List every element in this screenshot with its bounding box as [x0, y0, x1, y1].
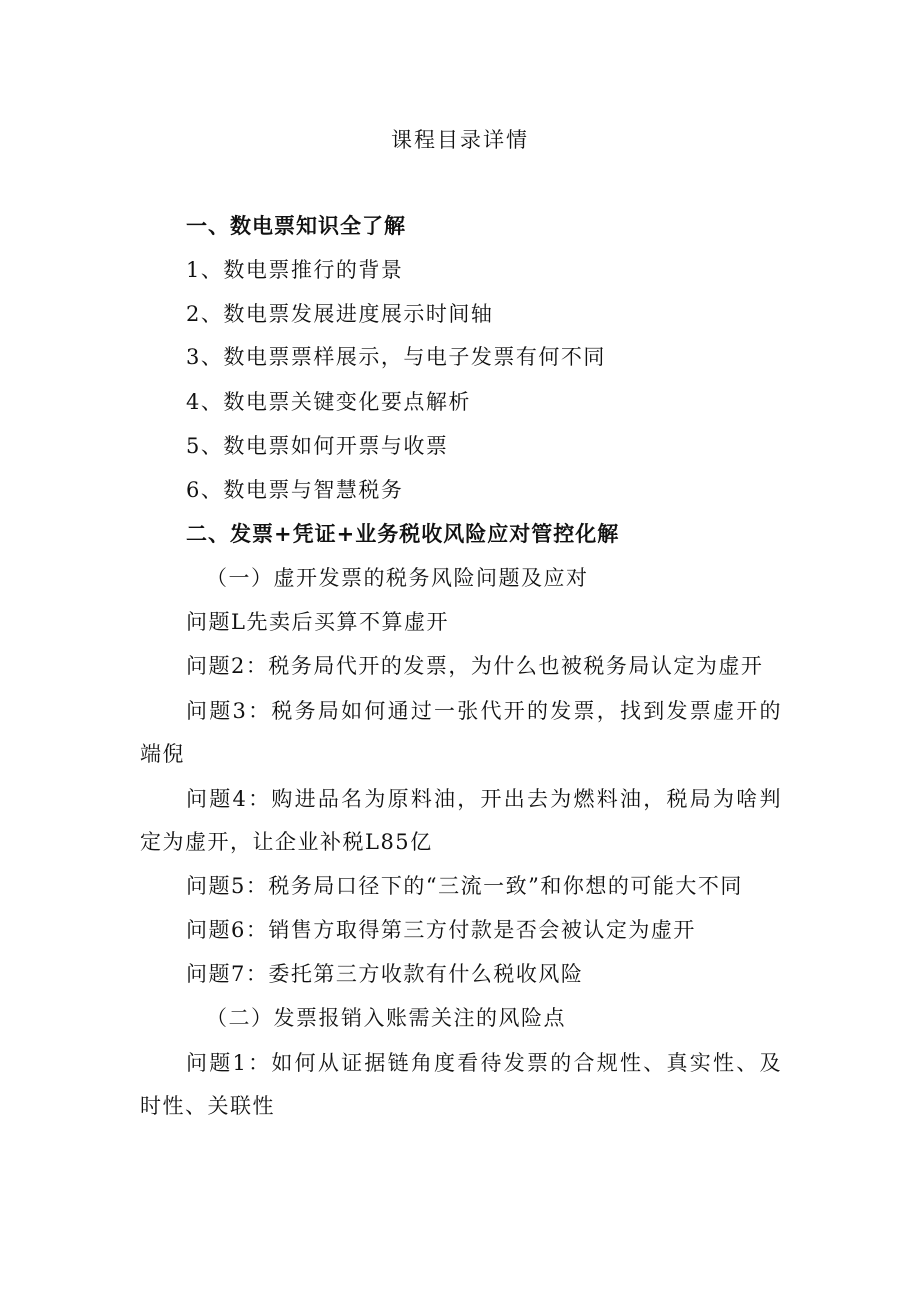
- subsection-heading-2: （二）发票报销入账需关注的风险点: [206, 1006, 566, 1030]
- question-item: 问题2：税务局代开的发票，为什么也被税务局认定为虚开: [186, 654, 764, 678]
- question-item: 问题L先卖后买算不算虚开: [186, 610, 449, 634]
- question-item-wrapped: 问题4：购进品名为原料油，开出去为燃料油，税局为啥判定为虚开，让企业补税L85亿: [140, 787, 782, 854]
- question-item-wrapped: 问题1：如何从证据链角度看待发票的合规性、真实性、及时性、关联性: [140, 1051, 782, 1118]
- page-title: 课程目录详情: [391, 128, 529, 152]
- list-item: 3、数电票票样展示，与电子发票有何不同: [186, 345, 606, 369]
- question-item-wrapped: 问题3：税务局如何通过一张代开的发票，找到发票虚开的端倪: [140, 699, 782, 766]
- list-item: 4、数电票关键变化要点解析: [186, 390, 471, 414]
- list-item: 6、数电票与智慧税务: [186, 478, 404, 502]
- list-item: 1、数电票推行的背景: [186, 258, 404, 282]
- question-item: 问题6：销售方取得第三方付款是否会被认定为虚开: [186, 918, 696, 942]
- section-heading-2: 二、发票+凭证+业务税收风险应对管控化解: [186, 522, 620, 546]
- section-heading-1: 一、数电票知识全了解: [186, 214, 406, 238]
- subsection-heading-1: （一）虚开发票的税务风险问题及应对: [206, 566, 589, 590]
- question-item: 问题5：税务局口径下的“三流一致”和你想的可能大不同: [186, 874, 743, 898]
- list-item: 5、数电票如何开票与收票: [186, 434, 449, 458]
- list-item: 2、数电票发展进度展示时间轴: [186, 302, 494, 326]
- question-item: 问题7：委托第三方收款有什么税收风险: [186, 962, 584, 986]
